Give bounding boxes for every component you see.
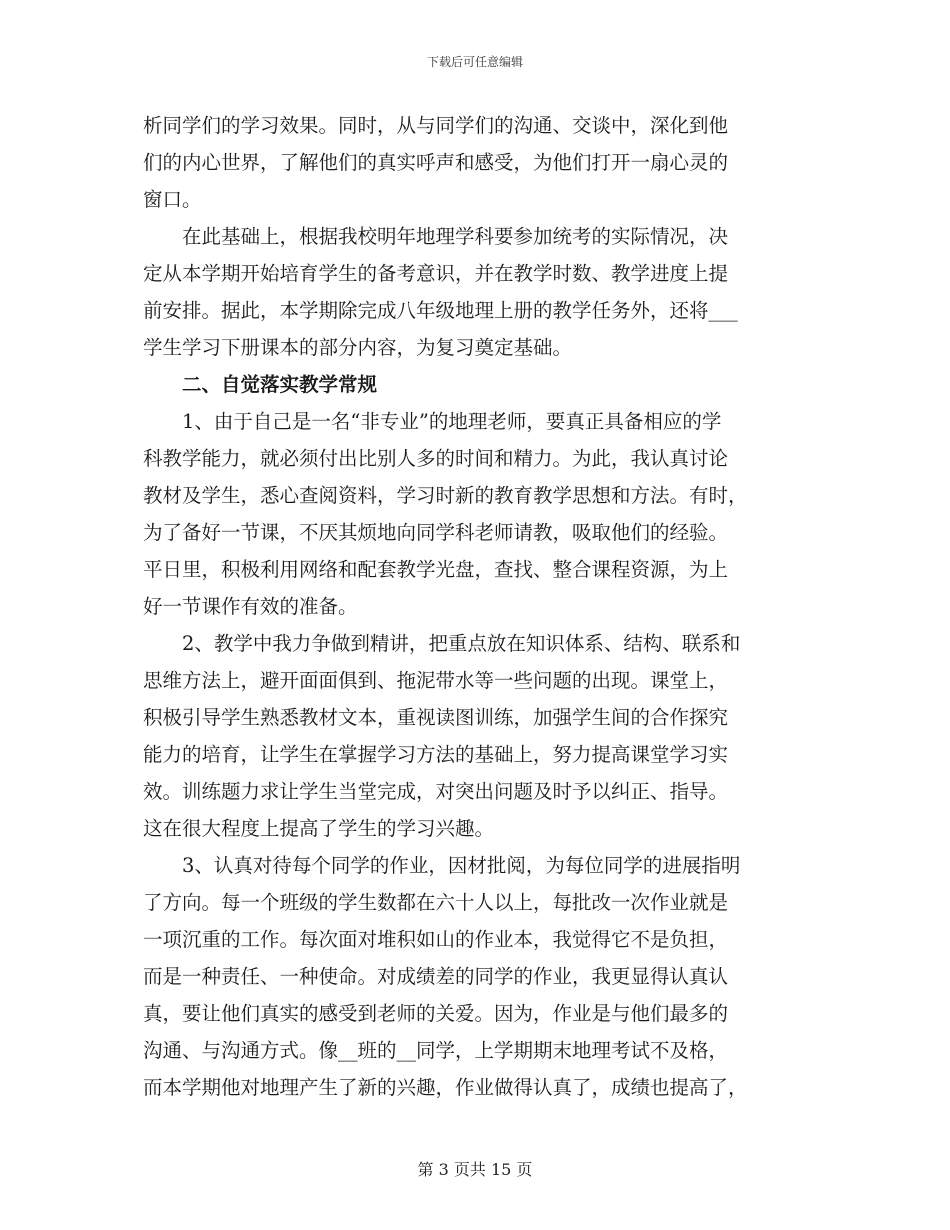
body-line: 能力的培育，让学生在掌握学习方法的基础上，努力提高课堂学习实 xyxy=(143,743,729,766)
body-line: 教材及学生，悉心查阅资料，学习时新的教育教学思想和方法。有时， xyxy=(143,484,748,507)
section-heading: 二、自觉落实教学常规 xyxy=(143,373,378,396)
body-line: 2、教学中我力争做到精讲，把重点放在知识体系、结构、联系和 xyxy=(143,632,741,655)
body-line: 为了备好一节课，不厌其烦地向同学科老师请教，吸取他们的经验。 xyxy=(143,521,729,544)
body-line: 3、认真对待每个同学的作业，因材批阅，为每位同学的进展指明 xyxy=(143,854,741,877)
body-line: 析同学们的学习效果。同时，从与同学们的沟通、交谈中，深化到他 xyxy=(143,114,729,137)
body-line: 定从本学期开始培育学生的备考意识，并在教学时数、教学进度上提 xyxy=(143,262,729,285)
body-line: 效。训练题力求让学生当堂完成，对突出问题及时予以纠正、指导。 xyxy=(143,780,729,803)
document-body xyxy=(143,107,807,1106)
body-line: 平日里，积极利用网络和配套教学光盘，查找、整合课程资源，为上 xyxy=(143,558,729,581)
body-line: 这在很大程度上提高了学生的学习兴趣。 xyxy=(143,817,495,840)
body-line: 前安排。据此，本学期除完成八年级地理上册的教学任务外，还将___ xyxy=(143,299,738,322)
body-line: 们的内心世界，了解他们的真实呼声和感受，为他们打开一扇心灵的 xyxy=(143,151,729,174)
body-line: 窗口。 xyxy=(143,188,202,211)
body-line: 好一节课作有效的准备。 xyxy=(143,595,358,618)
body-line: 而是一种责任、一种使命。对成绩差的同学的作业，我更显得认真认 xyxy=(143,965,729,988)
body-line: 而本学期他对地理产生了新的兴趣，作业做得认真了，成绩也提高了， xyxy=(143,1076,748,1099)
body-line: 思维方法上，避开面面俱到、拖泥带水等一些问题的出现。课堂上， xyxy=(143,669,729,692)
body-line: 积极引导学生熟悉教材文本，重视读图训练，加强学生间的合作探究 xyxy=(143,706,729,729)
body-line: 真，要让他们真实的感受到老师的关爱。因为，作业是与他们最多的 xyxy=(143,1002,729,1025)
body-line: 一项沉重的工作。每次面对堆积如山的作业本，我觉得它不是负担， xyxy=(143,928,729,951)
body-line: 学生学习下册课本的部分内容，为复习奠定基础。 xyxy=(143,336,573,359)
page-header-note: 下载后可任意编辑 xyxy=(426,55,523,69)
body-line: 了方向。每一个班级的学生数都在六十人以上，每批改一次作业就是 xyxy=(143,891,729,914)
body-line: 在此基础上，根据我校明年地理学科要参加统考的实际情况，决 xyxy=(143,225,729,248)
body-line: 1、由于自己是一名“非专业”的地理老师，要真正具备相应的学 xyxy=(143,410,722,433)
body-line: 沟通、与沟通方式。像__班的__同学，上学期期末地理考试不及格， xyxy=(143,1039,729,1062)
page-number: 第 3 页共 15 页 xyxy=(417,1160,533,1179)
body-line: 科教学能力，就必须付出比别人多的时间和精力。为此，我认真讨论 xyxy=(143,447,729,470)
